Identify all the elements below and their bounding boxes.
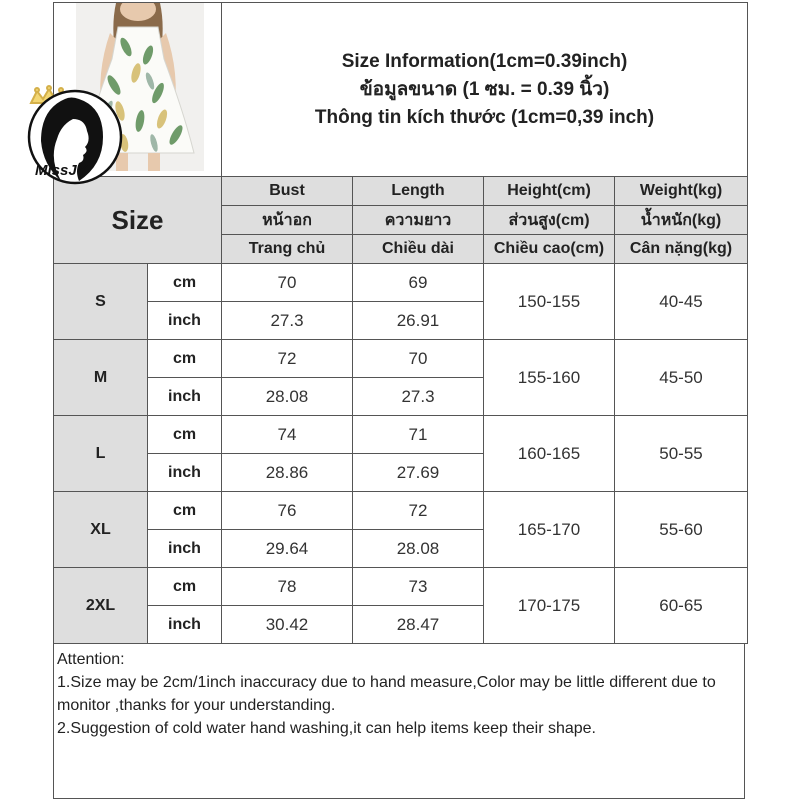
- length-inch-xl: 28.08: [353, 530, 484, 568]
- unit-inch: inch: [148, 378, 222, 416]
- col-length-en: Length: [353, 177, 484, 206]
- weight-m: 45-50: [615, 340, 748, 416]
- size-header: Size: [54, 177, 222, 264]
- length-cm-2xl: 73: [353, 568, 484, 606]
- bust-inch-m: 28.08: [222, 378, 353, 416]
- weight-2xl: 60-65: [615, 568, 748, 644]
- length-inch-s: 26.91: [353, 302, 484, 340]
- title-block: [222, 3, 748, 177]
- col-weight-en: Weight(kg): [615, 177, 748, 206]
- height-xl: 165-170: [484, 492, 615, 568]
- attention-notes: [53, 643, 745, 799]
- size-label-xl: XL: [54, 492, 148, 568]
- unit-cm: cm: [148, 264, 222, 302]
- notes-line-1: 1.Size may be 2cm/1inch inaccuracy due to hand measure,Color may be little different due to monitor ,thanks for your understanding.: [57, 674, 716, 714]
- weight-xl: 55-60: [615, 492, 748, 568]
- unit-inch: inch: [148, 530, 222, 568]
- col-height-vi: Chiều cao(cm): [484, 235, 615, 264]
- bust-cm-xl: 76: [222, 492, 353, 530]
- length-cm-m: 70: [353, 340, 484, 378]
- unit-inch: inch: [148, 454, 222, 492]
- height-l: 160-165: [484, 416, 615, 492]
- size-label-s: S: [54, 264, 148, 340]
- height-m: 155-160: [484, 340, 615, 416]
- weight-s: 40-45: [615, 264, 748, 340]
- col-bust-en: Bust: [222, 177, 353, 206]
- col-bust-vi: Trang chủ: [222, 235, 353, 264]
- unit-inch: inch: [148, 606, 222, 644]
- title-vietnamese: Thông tin kích thước (1cm=0,39 inch): [314, 106, 655, 128]
- brand-name: MissJY: [35, 162, 87, 179]
- length-inch-l: 27.69: [353, 454, 484, 492]
- bust-inch-xl: 29.64: [222, 530, 353, 568]
- col-bust-th: หน้าอก: [222, 206, 353, 235]
- size-label-m: M: [54, 340, 148, 416]
- bust-cm-m: 72: [222, 340, 353, 378]
- size-label-l: L: [54, 416, 148, 492]
- size-label-2xl: 2XL: [54, 568, 148, 644]
- height-s: 150-155: [484, 264, 615, 340]
- col-height-en: Height(cm): [484, 177, 615, 206]
- bust-inch-2xl: 30.42: [222, 606, 353, 644]
- bust-inch-l: 28.86: [222, 454, 353, 492]
- length-inch-m: 27.3: [353, 378, 484, 416]
- notes-heading: Attention:: [57, 651, 125, 668]
- length-inch-2xl: 28.47: [353, 606, 484, 644]
- col-length-vi: Chiều dài: [353, 235, 484, 264]
- col-weight-vi: Cân nặng(kg): [615, 235, 748, 264]
- bust-cm-s: 70: [222, 264, 353, 302]
- col-weight-th: น้ำหนัก(kg): [615, 206, 748, 235]
- col-length-th: ความยาว: [353, 206, 484, 235]
- unit-cm: cm: [148, 340, 222, 378]
- height-2xl: 170-175: [484, 568, 615, 644]
- length-cm-xl: 72: [353, 492, 484, 530]
- bust-cm-2xl: 78: [222, 568, 353, 606]
- unit-cm: cm: [148, 416, 222, 454]
- unit-cm: cm: [148, 568, 222, 606]
- bust-cm-l: 74: [222, 416, 353, 454]
- brand-logo: [27, 85, 167, 205]
- unit-inch: inch: [148, 302, 222, 340]
- weight-l: 50-55: [615, 416, 748, 492]
- unit-cm: cm: [148, 492, 222, 530]
- length-cm-s: 69: [353, 264, 484, 302]
- length-cm-l: 71: [353, 416, 484, 454]
- title-thai: ข้อมูลขนาด (1 ซม. = 0.39 นิ้ว): [359, 78, 610, 100]
- col-height-th: ส่วนสูง(cm): [484, 206, 615, 235]
- title-english: Size Information(1cm=0.39inch): [341, 50, 628, 72]
- bust-inch-s: 27.3: [222, 302, 353, 340]
- notes-line-2: 2.Suggestion of cold water hand washing,it can help items keep their shape.: [57, 720, 596, 737]
